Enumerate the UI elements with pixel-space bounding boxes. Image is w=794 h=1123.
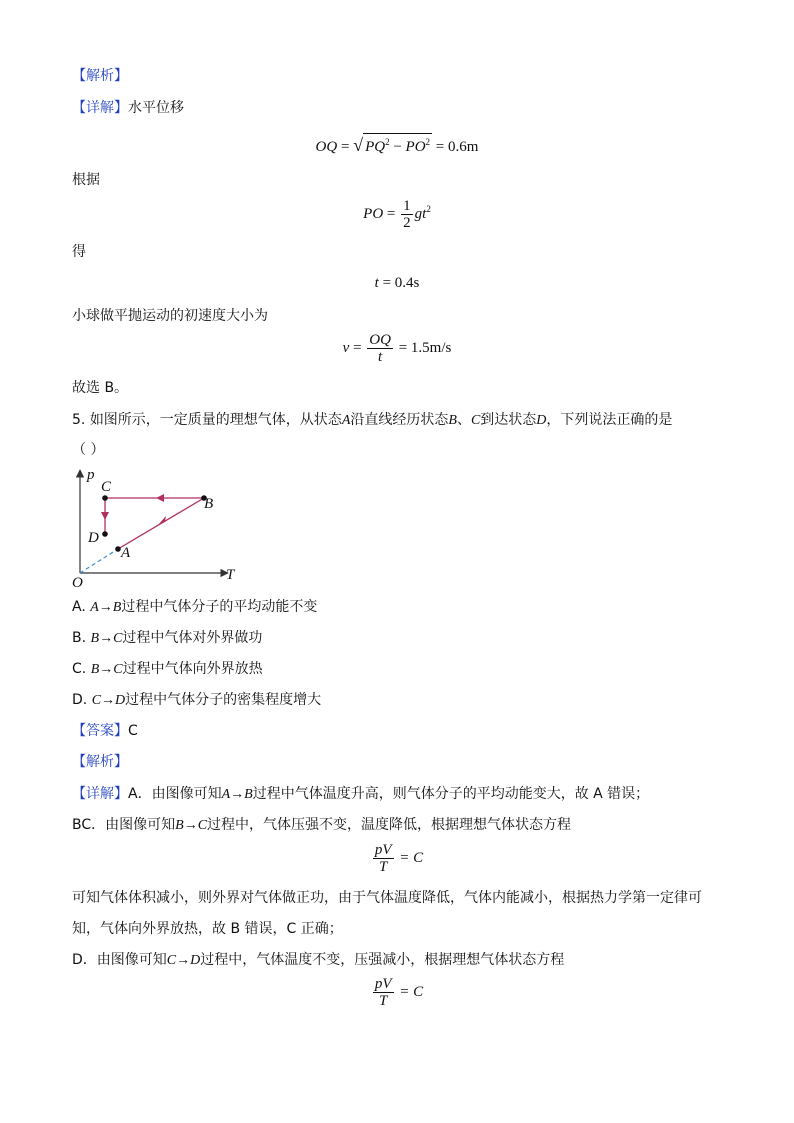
option-b[interactable]: B. B→C过程中气体对外界做功 bbox=[72, 630, 263, 646]
label-c: C bbox=[101, 479, 112, 495]
answer-value: C bbox=[128, 723, 138, 739]
arrow-c-d bbox=[101, 512, 109, 520]
conclusion: 故选 B。 bbox=[72, 380, 129, 396]
answer-paren: （ ） bbox=[72, 442, 105, 458]
option-a[interactable]: A. A→B过程中气体分子的平均动能不变 bbox=[72, 599, 318, 615]
analysis-heading-2: 【解析】 bbox=[72, 754, 128, 770]
detail-line-d: D．由图像可知C→D过程中，气体温度不变，压强减小，根据理想气体状态方程 bbox=[72, 952, 565, 968]
arrow-b-c bbox=[156, 494, 164, 502]
detail-line-bc-3: 知，气体向外界放热，故 B 错误，C 正确； bbox=[72, 921, 343, 937]
text-get: 得 bbox=[72, 244, 86, 260]
analysis-tag: 【解析】 bbox=[72, 68, 128, 84]
detail-line-1 bbox=[72, 98, 184, 118]
detail-line-a: 【详解】A．由图像可知A→B过程中气体温度升高，则气体分子的平均动能变大，故 A 错误； bbox=[72, 786, 650, 802]
fraction-oq-t: $\frac{OQ}{t}$ bbox=[369, 332, 391, 365]
equation-state-1: $\frac{pV}{T}$ = C bbox=[374, 842, 424, 875]
question-5-stem: 5. 如图所示，一定质量的理想气体，从状态A沿直线经历状态B、C到达状态D，下列说法正确的是 bbox=[72, 412, 673, 428]
detail-text: 水平位移 bbox=[128, 100, 184, 116]
equation-oq: OQ = √ $PQ^2 - PO^2 = 0.6m$ bbox=[315, 135, 479, 155]
detail-line-bc-2: 可知气体体积减小，则外界对气体做正功，由于气体温度降低，气体内能减小，根据热力学第一定律可 bbox=[72, 890, 702, 906]
equation-t: t = 0.4s bbox=[374, 275, 420, 291]
text-speed: 小球做平抛运动的初速度大小为 bbox=[72, 308, 268, 324]
equation-po: PO = $\frac{1}{2}$ $gt^2$ bbox=[363, 198, 431, 231]
label-a: A bbox=[121, 545, 131, 561]
sqrt-radicand: $PQ^2 - PO^2$ bbox=[363, 133, 432, 156]
fraction-half: $\frac{1}{2}$ bbox=[403, 198, 411, 231]
origin-label: O bbox=[72, 575, 83, 590]
point-a bbox=[115, 546, 121, 552]
p-t-diagram bbox=[68, 462, 248, 590]
analysis-heading-1 bbox=[72, 66, 128, 86]
label-d: D bbox=[88, 530, 99, 546]
point-c bbox=[102, 495, 108, 501]
axis-label-t: T bbox=[226, 567, 235, 583]
equation-state-2: $\frac{pV}{T}$ = C bbox=[374, 976, 424, 1009]
point-d bbox=[102, 531, 108, 537]
text-basis: 根据 bbox=[72, 172, 100, 188]
axis-label-p: p bbox=[87, 467, 95, 483]
answer-line bbox=[72, 721, 138, 741]
answer-tag: 【答案】 bbox=[72, 723, 128, 739]
option-d[interactable]: D. C→D过程中气体分子的密集程度增大 bbox=[72, 692, 322, 708]
label-b: B bbox=[204, 496, 214, 512]
dashed-origin-line bbox=[80, 549, 118, 573]
equation-v: v = $\frac{OQ}{t}$ = 1.5m/s bbox=[342, 332, 452, 365]
option-c[interactable]: C. B→C过程中气体向外界放热 bbox=[72, 661, 263, 677]
detail-tag: 【详解】 bbox=[72, 100, 128, 116]
detail-line-bc: BC．由图像可知B→C过程中，气体压强不变，温度降低，根据理想气体状态方程 bbox=[72, 817, 572, 833]
